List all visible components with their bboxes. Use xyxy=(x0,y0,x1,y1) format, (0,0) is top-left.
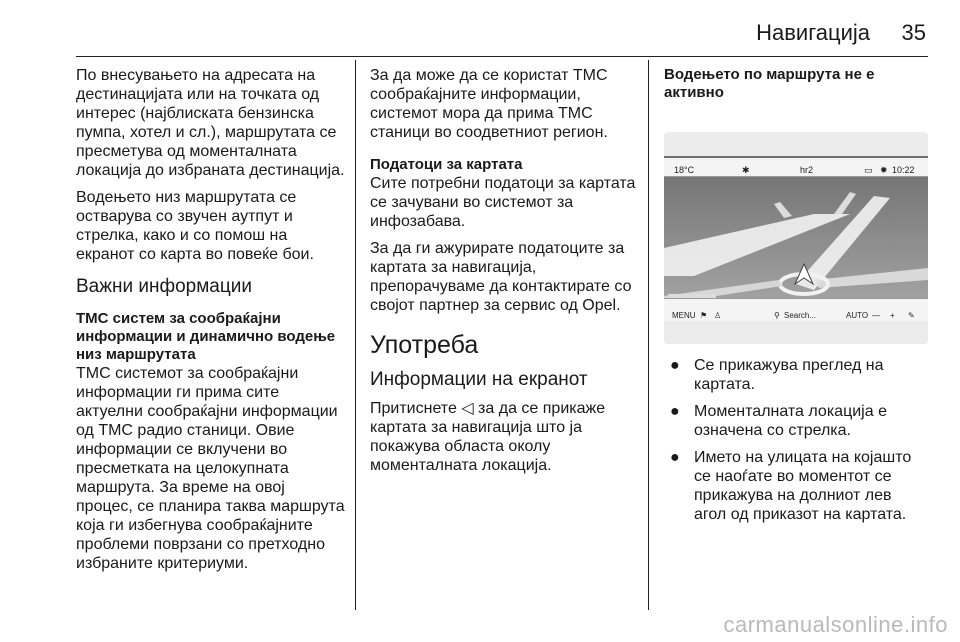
feature-list xyxy=(664,356,928,524)
map-data-paragraph-2: За да ги ажурирате податоците за картата за навигација, препорачуваме да контактирате со својот партнер за сервис од Opel. xyxy=(370,240,632,314)
list-item: ● Се прикажува преглед на картата. xyxy=(670,357,884,393)
status-bar xyxy=(664,158,928,177)
list-item: ● Името на улицата на којашто се наоѓате во моментот се прикажува на долниот лев агол од приказот на картата. xyxy=(670,449,912,523)
column-2 xyxy=(370,66,636,483)
watermark: carmanualsonline.info xyxy=(723,612,948,637)
route-guidance-inactive-heading: Водењето по маршрута не е активно xyxy=(664,66,875,101)
zoom-in-icon[interactable]: + xyxy=(890,311,895,320)
options-icon[interactable]: ✎ xyxy=(908,311,915,320)
zoom-out-icon[interactable]: — xyxy=(872,311,880,320)
flag-icon[interactable]: ⚑ xyxy=(700,311,708,320)
guidance-paragraph: Водењето низ маршрутата се остварува со звучен аутпут и стрелка, како и со помош на екранот со карта во повеќе бои. xyxy=(76,189,314,263)
search-field[interactable]: Search... xyxy=(784,311,817,320)
map-data-heading: Податоци за картата xyxy=(370,156,523,173)
map-toolbar xyxy=(664,298,928,321)
page-number: 35 xyxy=(901,20,926,45)
tmc-paragraph: TMC системот за сообраќајни информации ги прима сите актуелни сообраќајни информации од TMC радио станици. Овие информации се вклучени во пресметката на целокупната маршрута. За време на овој процес, се планира таква маршрута која ги избегнува сообраќајните проблеми поврзани со претходно избраните критериуми. xyxy=(76,365,345,572)
temperature-readout: 18°C xyxy=(674,165,695,175)
map-view xyxy=(664,156,928,316)
usage-heading: Употреба xyxy=(370,331,479,359)
tmc-heading: TMC систем за сообраќајни информации и динамично водење низ маршрутата xyxy=(76,310,336,363)
search-icon[interactable]: ⚲ xyxy=(774,311,780,320)
column-3 xyxy=(664,66,928,532)
menu-button[interactable]: MENU xyxy=(672,311,696,320)
clock-readout: 10:22 xyxy=(892,165,915,175)
page-header xyxy=(0,0,960,58)
tmc-reception-paragraph: За да може да се користат TMC сообраќајните информации, системот мора да прима TMC станици во соодветниот регион. xyxy=(370,67,608,141)
page-title: Навигација xyxy=(756,20,870,45)
screen-info-heading: Информации на екранот xyxy=(370,369,588,390)
map-data-paragraph-1: Сите потребни податоци за картата се зачувани во системот за инфозабава. xyxy=(370,175,636,230)
intro-paragraph: По внесувањето на адресата на дестинацијата или на точката од интерес (најблиската бензинска пумпа, хотел и сл.), маршрутата се пресметува од моменталната локација до избраната дестинација. xyxy=(76,67,345,179)
section-title-important-info: Важни информации xyxy=(76,276,252,297)
auto-zoom-button[interactable]: AUTO xyxy=(846,311,869,320)
header-divider xyxy=(76,56,928,57)
screen-info-paragraph: Притиснете ◁ за да се прикаже картата за навигација што ја покажува областа околу моменталната локација. xyxy=(370,400,606,474)
station-label: hr2 xyxy=(800,165,814,175)
list-item: ● Моменталната локација е означена со стрелка. xyxy=(670,403,887,439)
person-icon[interactable]: ♙ xyxy=(714,311,722,320)
column-divider-2 xyxy=(648,60,649,610)
settings-icon: ✹ xyxy=(880,165,888,175)
sun-icon: ✱ xyxy=(742,165,750,175)
navigation-screenshot xyxy=(664,132,928,344)
column-1 xyxy=(76,66,346,581)
column-divider-1 xyxy=(355,60,356,610)
message-icon: ▭ xyxy=(864,165,873,175)
